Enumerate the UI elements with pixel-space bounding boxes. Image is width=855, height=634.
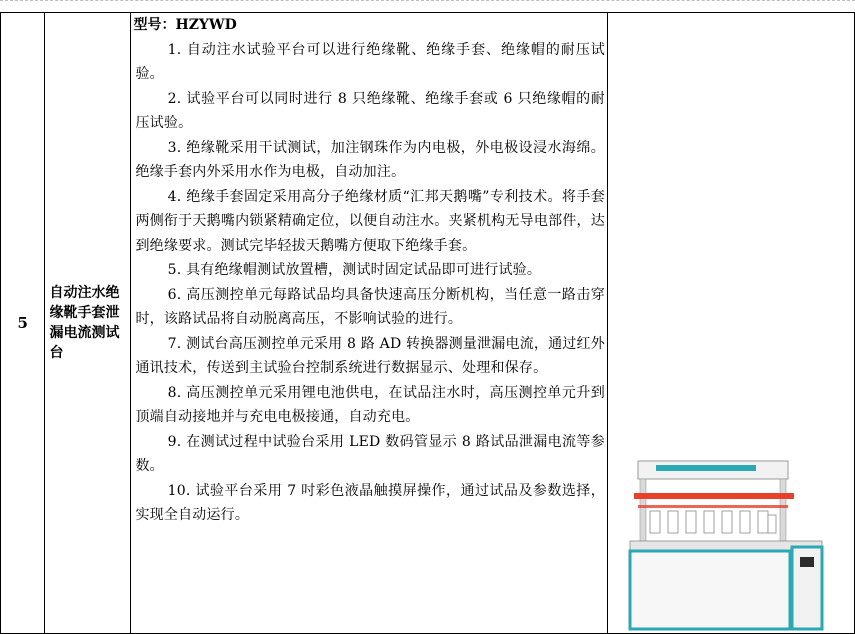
bench-display-strip <box>656 465 756 471</box>
list-item: 3. 绝缘靴采用干试测试，加注钢珠作为内电极，外电极设浸水海绵。绝缘手套内外采用水作为电极，自动加注。 <box>135 139 605 180</box>
list-item: 10. 试验平台采用 7 吋彩色液晶触摸屏操作，通过试品及参数选择，实现全自动运行。 <box>135 482 605 523</box>
list-item: 1. 自动注水试验平台可以进行绝缘靴、绝缘手套、绝缘帽的耐压试验。 <box>135 41 605 82</box>
list-item: 6. 高压测控单元每路试品均具备快速高压分断机构，当任意一路击穿时，该路试品将自动脱离高压，不影响试验的进行。 <box>135 286 605 327</box>
list-item: 8. 高压测控单元采用锂电池供电，在试品注水时，高压测控单元升到顶端自动接地并与充电电极接通，自动充电。 <box>135 384 605 425</box>
spec-table <box>0 12 855 634</box>
list-item: 4. 绝缘手套固定采用高分子绝缘材质“汇邦天鹅嘴”专利技术。将手套两侧衔于天鹅嘴内锁紧精确定位，以便自动注水。夹紧机构无导电部件，达到绝缘要求。测试完毕轻拔天鹅嘴方便取下绝缘手套。 <box>135 188 605 254</box>
bench-right-post <box>780 479 786 549</box>
list-item: 7. 测试台高压测控单元采用 8 路 AD 转换器测量泄漏电流，通过红外通讯技术，传送到主试验台控制系统进行数据显示、处理和保存。 <box>135 335 605 376</box>
bench-red-rail <box>634 493 794 499</box>
test-bench-image <box>616 453 846 633</box>
product-description <box>131 13 608 634</box>
product-image-frame <box>608 13 854 633</box>
list-item: 5. 具有绝缘帽测试放置槽，测试时固定试品即可进行试验。 <box>167 262 542 278</box>
bench-touchscreen <box>800 557 814 567</box>
model-label: 型号：HZYWD <box>133 17 237 33</box>
bench-red-rail-lower <box>638 505 788 508</box>
bench-base-cabinet <box>630 551 790 629</box>
bench-test-heads <box>650 511 776 533</box>
product-name: 自动注水绝缘靴手套泄漏电流测试台 <box>45 13 131 634</box>
list-item: 2. 试验平台可以同时进行 8 只绝缘靴、绝缘手套或 6 只绝缘帽的耐压试验。 <box>135 90 605 131</box>
bench-left-post <box>640 479 646 549</box>
page-top-divider <box>0 0 855 2</box>
row-number: 5 <box>1 13 45 634</box>
table-row <box>1 13 855 634</box>
product-image-cell <box>607 13 854 634</box>
list-item: 9. 在测试过程中试验台采用 LED 数码管显示 8 路试品泄漏电流等参数。 <box>135 433 605 474</box>
